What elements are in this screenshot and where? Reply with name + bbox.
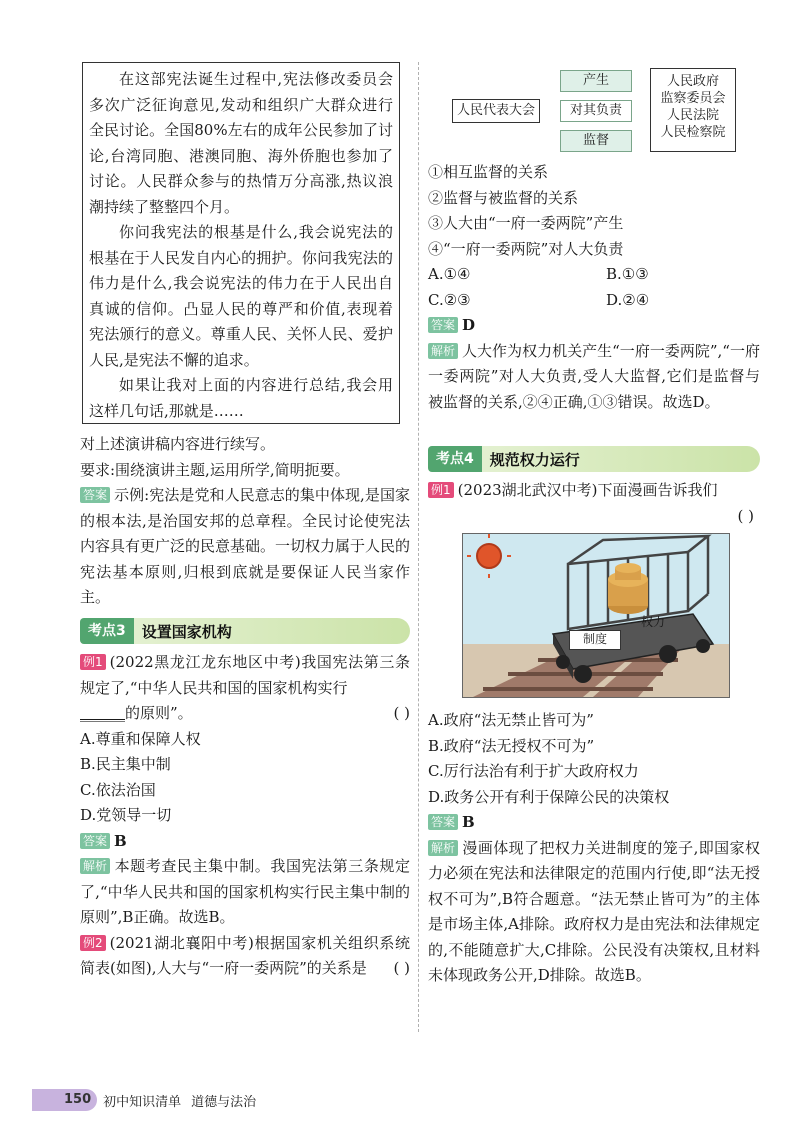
flow-arrow-mid: 对其负责 [560,100,632,122]
ex1-option-c: C.依法治国 [80,780,156,799]
ex-paren: ( ) [737,506,754,525]
cartoon-drawing [463,534,729,697]
item-1: ①相互监督的关系 [428,163,549,181]
box-paragraph-3: 如果让我对上面的内容进行总结,我会用这样几句话,那就是…… [89,376,393,420]
kaodian4-key: 考点4 [428,446,482,472]
ex1-block [80,650,410,982]
requirement-text: 要求:围绕演讲主题,运用所学,简明扼要。 [80,460,350,479]
cage-cartoon [462,533,730,698]
options-row-2: C.②③ D.②④ [428,290,650,309]
ex1-blank: ______ [80,704,125,722]
ex2-paren: ( ) [393,959,410,977]
kaodian3-bar [80,618,410,644]
speech-excerpt-box [82,62,400,424]
left-column-body [80,432,410,611]
box-paragraph-1: 在这部宪法诞生过程中,宪法修改委员会多次广泛征询意见,发动和组织广大群众进行全民讨论。全国80%左右的成年公民参加了讨论,台湾同胞、港澳同胞、海外侨胞也参加了讨论。人民群众参与的热情万分高涨,热议浪潮持续了整整四个月。 [89,70,393,216]
item-4: ④“一府一委两院”对人大负责 [428,239,624,258]
item-3: ③人大由“一府一委两院”产生 [428,214,624,232]
kaodian3-name: 设置国家机构 [141,622,232,641]
ex-answer: 答案 B [428,810,760,836]
ex-option-a: A.政府“法无禁止皆可为” [428,711,594,729]
subject-title: 道德与法治 [191,1094,257,1110]
ex1-paren: ( ) [393,704,410,722]
ex-stem: 例1 (2023湖北武汉中考)下面漫画告诉我们 [428,478,760,504]
ex1-option-d: D.党领导一切 [80,806,172,824]
answer-text: 示例:宪法是党和人民意志的集中体现,是国家的根本法,是治国安邦的总章程。全民讨论使宪法内容具有更广泛的民意基础。一切权力属于人民的宪法基本原则,归根到底就是要保证人民当家作主。 [80,486,411,606]
kaodian3-key: 考点3 [80,618,134,644]
ex1-stem-line2: ______的原则”。 ( ) [80,701,410,727]
kaodian4-bar [428,446,760,472]
kaodian4-name: 规范权力运行 [489,450,580,469]
flow-right-box: 人民政府 监察委员会 人民法院 人民检察院 [650,68,736,152]
answer-paragraph [80,483,410,611]
organ-system-diagram [452,66,752,156]
ex1-analysis: 解析 本题考查民主集中制。我国宪法第三条规定了,“中华人民共和国的国家机构实行民主集中制的原则”,B正确。故选B。 [80,857,410,926]
item-2: ②监督与被监督的关系 [428,188,579,207]
answer-tag: 答案 [80,487,110,503]
book-title: 初中知识清单 [103,1094,182,1110]
ex-option-d: D.政务公开有利于保障公民的决策权 [428,787,670,806]
right-column-top [428,160,760,415]
column-divider [418,62,419,1032]
task-text: 对上述演讲稿内容进行续写。 [80,435,276,453]
ex-analysis: 解析 漫画体现了把权力关进制度的笼子,即国家权力必须在宪法和法律限定的范围内行使,即“法无授权不可为”,B符合题意。“法无禁止皆可为”的主体是市场主体,A排除。政府权力是由宪法和法律规定的,不能随意扩大,C排除。公民没有决策权,且材料未体现政务公开,D排除。故选B。 [428,838,760,984]
flow-left-box: 人民代表大会 [452,99,540,123]
ex1-option-a: A.尊重和保障人权 [80,729,201,748]
ex1-stem: 例1 (2022黑龙江龙东地区中考)我国宪法第三条规定了,“中华人民共和国的国家机构实行 [80,653,410,697]
ex2-tag: 例2 [80,935,106,951]
ex-option-b: B.政府“法无授权不可为” [428,736,595,755]
ex-options-block [428,708,760,989]
ex1-option-b: B.民主集中制 [80,755,171,773]
flow-arrow-top: 产生 [560,70,632,92]
ex1-analysis-tag: 解析 [80,858,110,874]
page-footer [32,1088,256,1112]
answer-line: 答案 D [428,313,760,339]
flow-arrow-bottom: 监督 [560,130,632,152]
analysis-paragraph: 解析 人大作为权力机关产生“一府一委两院”,“一府一委两院”对人大负责,受人大监督,它们是监督与被监督的关系,②④正确,①③错误。故选D。 [428,341,760,411]
ex-stem-block [428,478,760,529]
ex-option-c: C.厉行法治有利于扩大政府权力 [428,762,639,780]
cartoon-label-power: 权力 [641,615,666,629]
ex1-tag: 例1 [80,654,106,670]
ex1-answer-tag: 答案 [80,833,110,849]
options-row-1: A.①④ B.①③ [428,265,649,283]
cartoon-label-system: 制度 [569,630,621,650]
ex1-answer: 答案 B [80,829,410,855]
page-number: 150 [32,1089,97,1111]
ex2-stem: 例2 (2021湖北襄阳中考)根据国家机关组织系统简表(如图),人大与“一府一委两院”的关系是 ( ) [80,931,410,982]
box-paragraph-2: 你问我宪法的根基是什么,我会说宪法的根基在于人民发自内心的拥护。你问我宪法的伟力是什么,我会说宪法的伟力在于人民出自真诚的信仰。凸显人民的尊严和价值,表现着宪法颁行的意义。尊重人民、关怀人民、爱护人民,是宪法不懈的追求。 [89,223,393,369]
